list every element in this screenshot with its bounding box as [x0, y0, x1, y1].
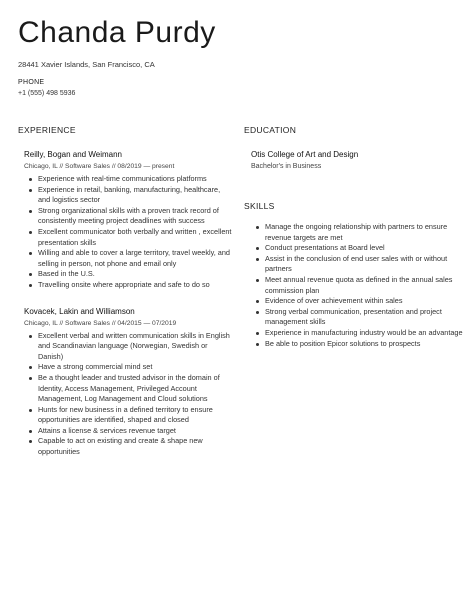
experience-list [24, 150, 234, 474]
list-item: Meet annual revenue quota as defined in the annual sales commission plan [251, 275, 463, 296]
job-company: Reilly, Bogan and Weimann [24, 150, 122, 159]
list-item: Be a thought leader and trusted advisor in the domain of Identity, Access Management, Privileged Account Management, Log Management and Cloud solutions [24, 373, 234, 405]
degree: Bachelor's in Business [251, 163, 322, 170]
education-entry [251, 150, 461, 170]
list-item: Strong organizational skills with a proven track record of consistently meeting project deadlines with success [24, 206, 234, 227]
list-item: Experience in manufacturing industry would be an advantage [251, 328, 463, 339]
candidate-name: Chanda Purdy [18, 16, 216, 49]
job-bullets [24, 331, 234, 458]
list-item: Excellent communicator both verbally and written , excellent presentation skills [24, 227, 234, 248]
phone-number: +1 (555) 498 5936 [18, 90, 76, 97]
list-item: Based in the U.S. [24, 269, 234, 280]
job-meta: Chicago, IL // Software Sales // 08/2019 — present [24, 163, 175, 170]
job-entry [24, 150, 234, 291]
list-item: Attains a license & services revenue target [24, 426, 234, 437]
job-meta: Chicago, IL // Software Sales // 04/2015 — 07/2019 [24, 319, 177, 327]
list-item: Strong verbal communication, presentation and project management skills [251, 307, 463, 328]
list-item: Willing and able to cover a large territory, travel weekly, and selling in person, not phone and email only [24, 248, 234, 269]
list-item: Evidence of over achievement within sales [251, 296, 463, 307]
list-item: Manage the ongoing relationship with partners to ensure revenue targets are met [251, 222, 463, 243]
list-item: Excellent verbal and written communication skills in English and Scandinavian language (Norwegian, Swedish or Danish) [24, 331, 234, 363]
address: 28441 Xavier Islands, San Francisco, CA [18, 60, 155, 69]
list-item: Hunts for new business in a defined territory to ensure opportunities are identified, shaped and closed [24, 405, 234, 426]
list-item: Travelling onsite where appropriate and safe to do so [24, 280, 234, 291]
job-bullets [24, 174, 234, 291]
skills-heading: SKILLS [244, 201, 275, 211]
experience-heading: EXPERIENCE [18, 125, 76, 135]
job-entry [24, 307, 234, 458]
list-item: Have a strong commercial mind set [24, 362, 234, 373]
list-item: Experience with real-time communications platforms [24, 174, 234, 185]
phone-label: PHONE [18, 79, 45, 86]
job-company: Kovacek, Lakin and Williamson [24, 306, 135, 316]
list-item: Be able to position Epicor solutions to prospects [251, 339, 463, 350]
skills-list [251, 222, 463, 349]
list-item: Experience in retail, banking, manufacturing, healthcare, and logistics sector [24, 185, 234, 206]
list-item: Assist in the conclusion of end user sales with or without partners [251, 254, 463, 275]
list-item: Capable to act on existing and create & shape new opportunities [24, 436, 234, 457]
list-item: Conduct presentations at Board level [251, 243, 463, 254]
education-heading: EDUCATION [244, 125, 297, 135]
skills-bullets [251, 222, 463, 349]
school-name: Otis College of Art and Design [251, 150, 359, 159]
